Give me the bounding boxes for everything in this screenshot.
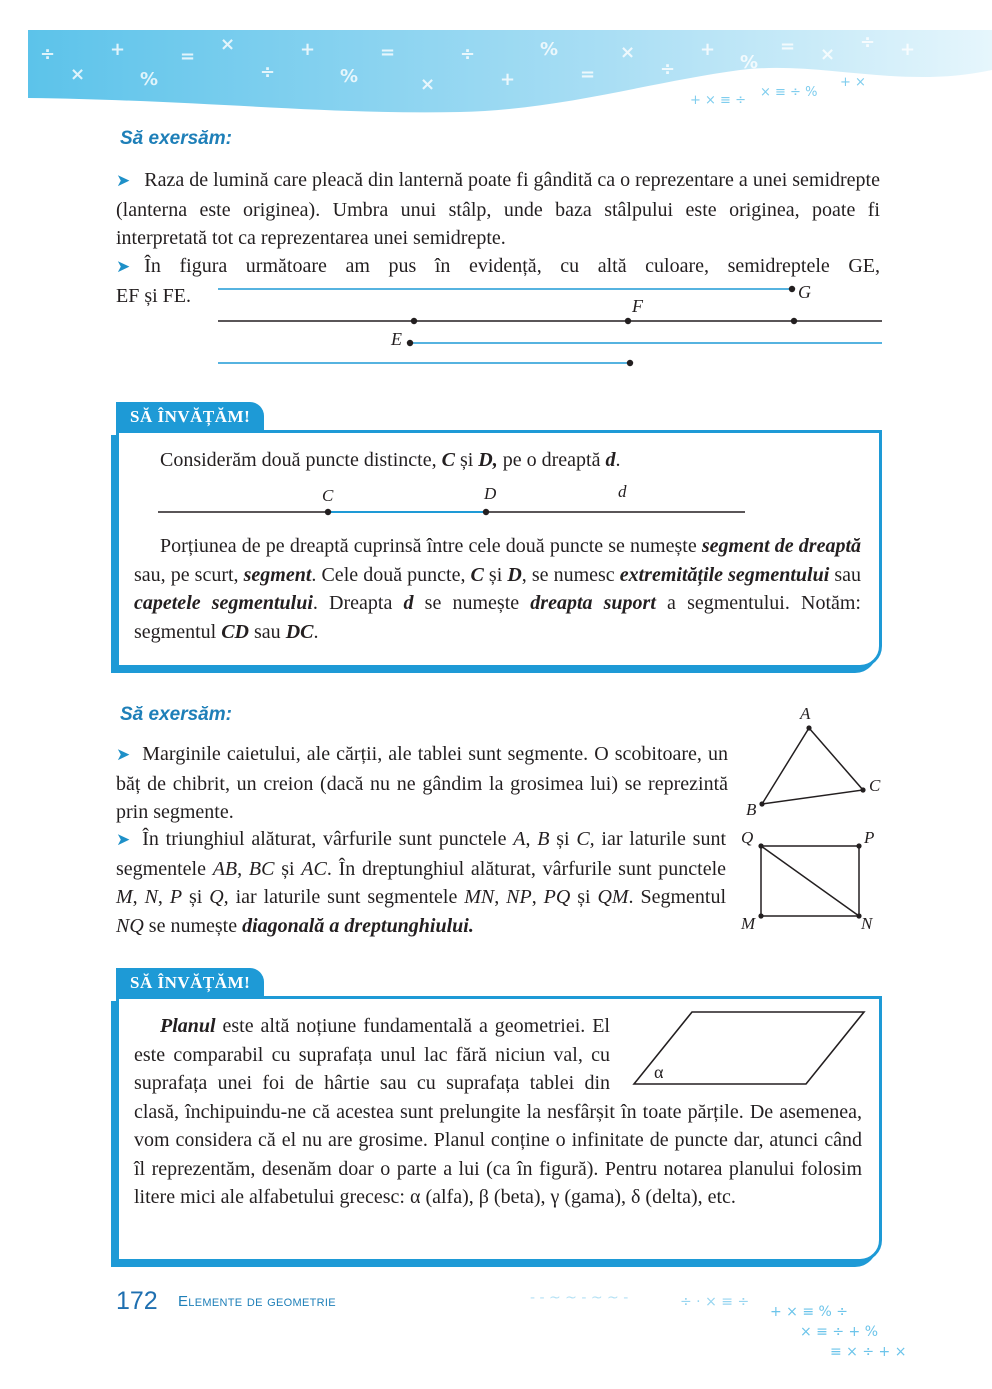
svg-text:×: × bbox=[820, 44, 836, 65]
point-Q bbox=[758, 843, 763, 848]
chapter-title: Elemente de geometrie bbox=[178, 1293, 336, 1310]
box1-intro: Considerăm două puncte distincte, C și D, pe o dreaptă d. bbox=[160, 449, 621, 471]
label-F: F bbox=[632, 296, 643, 316]
bullet-arrow-icon: ➤ bbox=[116, 171, 131, 191]
box2-definition: Planul este altă noțiune fundamentală a geometriei. El este comparabil cu suprafața unul lac fără niciun val, cu suprafața unei foi de hârtie sau cu suprafața tablei din clasă, închipuindu-ne că acestea sunt prelungite la nesfârșit în toate părțile. De asemenea, vom considera că el nu are grosime. Planul conține o infinitate de puncte dar, atunci când îl reprezentăm, desenăm doar o parte a lui (ca în figură). Pentru notarea planului folosim litere mici ale alfabetului grecesc: α (alfa), β (beta), γ (gama), δ (delta), etc. bbox=[134, 1012, 862, 1212]
svg-text:=: = bbox=[180, 46, 196, 67]
figure-float-space bbox=[610, 1012, 862, 1094]
paragraph-segments-examples: ➤ Marginile caietului, ale cărții, ale tablei sunt segmente. O scobitoare, un băț de chibrit, un creion (dacă nu ne gândim la grosimea lui) se reprezintă prin segmente. bbox=[116, 743, 728, 823]
svg-text:×: × bbox=[220, 34, 236, 55]
svg-text:÷: ÷ bbox=[860, 32, 876, 53]
point-G bbox=[789, 286, 795, 292]
svg-text:÷ ⋅ × ≡ ÷: ÷ ⋅ × ≡ ÷ bbox=[680, 1294, 750, 1310]
paragraph-triangle-rectangle: ➤ În triunghiul alăturat, vârfurile sunt punctele A, B și C, iar laturile sunt segmentele AB, BC și AC. În dreptunghiul alăturat, vârfurile sunt punctele M, N, P și Q, iar laturile sunt segmentele MN, NP, PQ și QM. Segmentul NQ se numește diagonală a dreptunghiului. bbox=[116, 828, 727, 937]
label-d: d bbox=[618, 482, 627, 501]
label-B: B bbox=[746, 800, 757, 819]
section-heading: Să exersăm: bbox=[120, 128, 232, 149]
svg-text:+ × ≡ % ÷: + × ≡ % ÷ bbox=[770, 1304, 849, 1320]
svg-text:+ × ≡ ÷: + × ≡ ÷ bbox=[690, 93, 746, 108]
svg-text:%: % bbox=[140, 69, 159, 90]
svg-text:+: + bbox=[300, 39, 316, 60]
learn-tag: SĂ ÎNVĂȚĂM! bbox=[116, 402, 264, 430]
label-G: G bbox=[798, 282, 811, 302]
svg-text:+: + bbox=[110, 39, 126, 60]
point-E bbox=[407, 340, 413, 346]
svg-text:+: + bbox=[700, 39, 716, 60]
point-M bbox=[758, 913, 763, 918]
label-C: C bbox=[322, 486, 334, 505]
point-C bbox=[860, 787, 865, 792]
svg-text:%: % bbox=[740, 52, 759, 73]
svg-text:+ ×: + × bbox=[840, 75, 866, 90]
svg-text:×: × bbox=[70, 64, 86, 85]
svg-text:=: = bbox=[780, 36, 796, 57]
paragraph-figure-intro: ➤ În figura următoare am pus în evidență, cu altă culoare, semidreptele GE, EF și FE. bbox=[116, 255, 880, 307]
bullet-arrow-icon: ➤ bbox=[116, 745, 131, 765]
learn-tag: SĂ ÎNVĂȚĂM! bbox=[116, 968, 264, 996]
point-P bbox=[856, 843, 861, 848]
point-1 bbox=[411, 318, 417, 324]
label-P: P bbox=[864, 828, 875, 847]
label-A: A bbox=[800, 704, 811, 723]
point-C bbox=[325, 509, 331, 515]
label-M: M bbox=[741, 914, 756, 933]
svg-text:- - ~ ~ - ~ ~ -: - - ~ ~ - ~ ~ - bbox=[530, 1290, 629, 1306]
svg-text:÷: ÷ bbox=[460, 44, 476, 65]
box1-definition: Porțiunea de pe dreaptă cuprinsă între cele două puncte se numește segment de dreaptă sau, pe scurt, segment. Cele două puncte, C și D, se numesc extremitățile segmentului sau capetele segmentului. Dreapta d se numește dreapta suport a segmentului. Notăm: segmentul CD sau DC. bbox=[134, 535, 862, 643]
svg-text:× ≡ ÷ %: × ≡ ÷ % bbox=[760, 85, 818, 100]
point-4 bbox=[627, 360, 633, 366]
diagonal-NQ bbox=[761, 846, 859, 916]
label-E: E bbox=[391, 329, 402, 349]
footer-decoration bbox=[530, 1280, 950, 1380]
label-C: C bbox=[869, 776, 881, 795]
svg-text:×: × bbox=[420, 74, 436, 95]
bullet-arrow-icon: ➤ bbox=[116, 830, 131, 850]
segment-figure bbox=[155, 500, 755, 524]
header-decoration bbox=[0, 0, 992, 130]
svg-text:=: = bbox=[380, 42, 396, 63]
label-N: N bbox=[861, 914, 873, 933]
svg-text:×: × bbox=[620, 42, 636, 63]
svg-text:+: + bbox=[500, 69, 516, 90]
triangle-ABC bbox=[762, 728, 863, 804]
point-B bbox=[759, 801, 764, 806]
triangle-rectangle-figure bbox=[740, 720, 890, 930]
svg-text:%: % bbox=[540, 39, 559, 60]
svg-text:≡ × ÷ + ×: ≡ × ÷ + × bbox=[830, 1344, 907, 1360]
label-Q: Q bbox=[741, 828, 754, 847]
point-3 bbox=[791, 318, 797, 324]
semilines-figure bbox=[210, 275, 890, 375]
svg-text:÷: ÷ bbox=[40, 44, 56, 65]
svg-text:%: % bbox=[340, 66, 359, 87]
paragraph-light-ray: ➤ Raza de lumină care pleacă din lanternă poate fi gândită ca o reprezentare a unei semidrepte (lanterna este originea). Umbra unui stâlp, unde baza stâlpului este originea, poate fi interpretată tot ca reprezentarea unei semidrepte. bbox=[116, 169, 880, 249]
point-F bbox=[625, 318, 631, 324]
svg-text:× ≡ ÷ + %: × ≡ ÷ + % bbox=[800, 1324, 879, 1340]
section-heading: Să exersăm: bbox=[120, 704, 232, 725]
point-D bbox=[483, 509, 489, 515]
bullet-arrow-icon: ➤ bbox=[116, 257, 131, 277]
svg-text:+: + bbox=[900, 39, 916, 60]
svg-text:÷: ÷ bbox=[260, 62, 276, 83]
svg-text:÷: ÷ bbox=[660, 59, 676, 80]
svg-text:=: = bbox=[580, 64, 596, 85]
label-D: D bbox=[484, 484, 497, 503]
point-A bbox=[806, 725, 811, 730]
plane-alpha-label: α bbox=[654, 1062, 664, 1082]
page-number: 172 bbox=[116, 1287, 158, 1315]
